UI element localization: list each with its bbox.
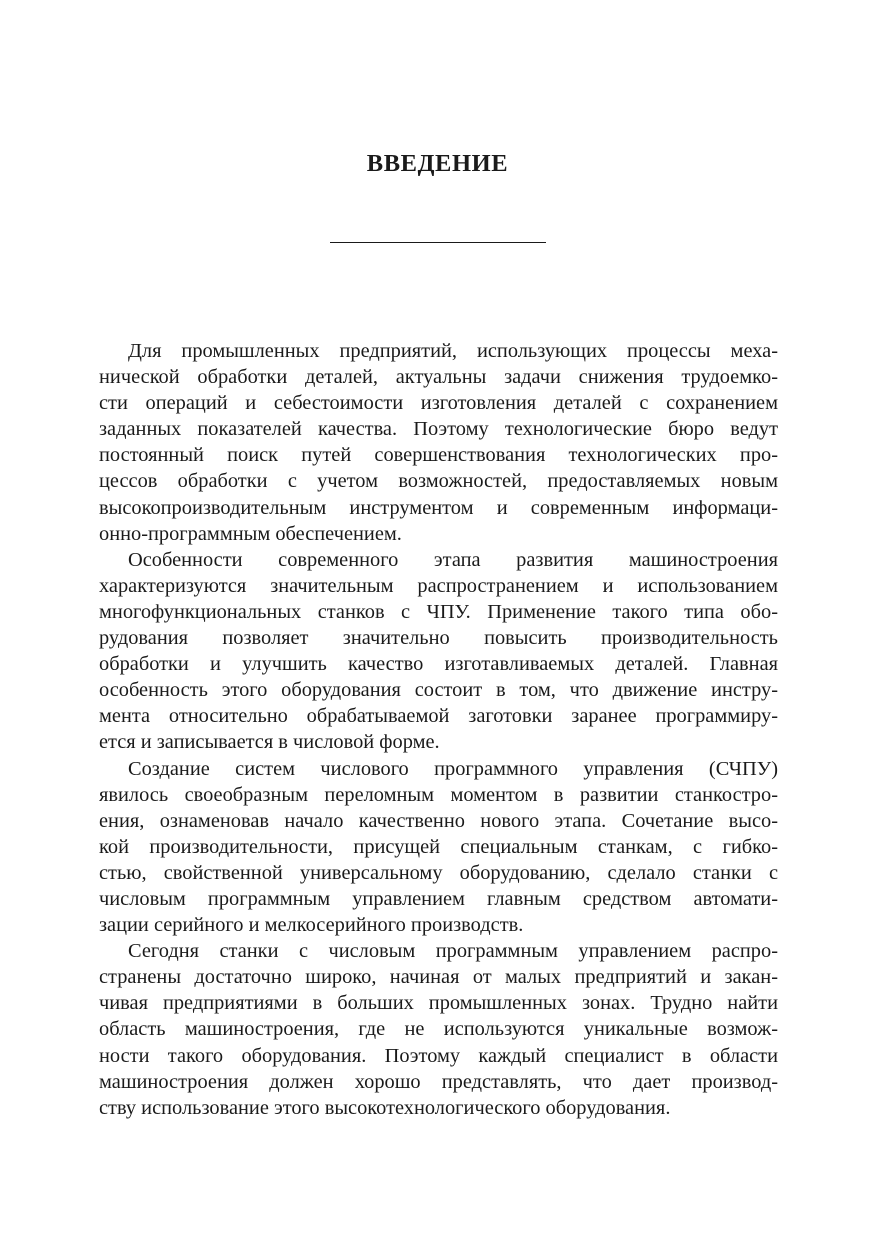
- chapter-title: ВВЕДЕНИЕ: [366, 150, 509, 177]
- paragraph-2-line: рудования позволяет значительно повысить производительность: [99, 627, 778, 650]
- paragraph-3-line: зации серийного и мелкосерийного производств.: [99, 914, 524, 937]
- paragraph-2-line: многофункциональных станков с ЧПУ. Применение такого типа обо-: [99, 600, 778, 623]
- paragraph-3-line: числовым программным управлением главным средством автомати-: [99, 887, 778, 910]
- paragraph-4-line: область машиностроения, где не используются уникальные возмож-: [99, 1018, 778, 1041]
- paragraph-2-line: обработки и улучшить качество изготавливаемых деталей. Главная: [99, 653, 778, 676]
- paragraph-1-line: цессов обработки с учетом возможностей, предоставляемых новым: [99, 470, 778, 493]
- paragraph-4-line: ности такого оборудования. Поэтому каждый специалист в области: [99, 1044, 778, 1067]
- paragraph-1-line: онно-программным обеспечением.: [99, 522, 402, 545]
- paragraph-3-line: ения, ознаменовав начало качественно нового этапа. Сочетание высо-: [99, 809, 778, 832]
- title-divider: [330, 242, 546, 243]
- paragraph-3-line: стью, свойственной универсальному оборудованию, сделало станки с: [99, 861, 778, 884]
- paragraph-2-line: ется и записывается в числовой форме.: [99, 731, 440, 754]
- paragraph-3-line: Создание систем числового программного управления (СЧПУ): [128, 757, 778, 780]
- body-text: [99, 338, 778, 1121]
- paragraph-1-line: нической обработки деталей, актуальны задачи снижения трудоемко-: [99, 366, 778, 389]
- paragraph-1-line: постоянный поиск путей совершенствования технологических про-: [99, 444, 778, 467]
- paragraph-4-line: странены достаточно широко, начиная от малых предприятий и закан-: [99, 966, 778, 989]
- paragraph-3-line: явилось своеобразным переломным моментом в развитии станкостро-: [99, 783, 778, 806]
- paragraph-2-line: особенность этого оборудования состоит в том, что движение инстру-: [99, 679, 778, 702]
- paragraph-2-line: мента относительно обрабатываемой заготовки заранее программиру-: [99, 705, 778, 728]
- paragraph-4-line: Сегодня станки с числовым программным управлением распро-: [128, 940, 778, 963]
- paragraph-3-line: кой производительности, присущей специальным станкам, с гибко-: [99, 835, 778, 858]
- paragraph-4-line: чивая предприятиями в больших промышленных зонах. Трудно найти: [99, 992, 778, 1015]
- paragraph-2-line: Особенности современного этапа развития машиностроения: [128, 548, 778, 571]
- paragraph-1-line: Для промышленных предприятий, использующих процессы меха-: [128, 340, 778, 362]
- paragraph-1-line: сти операций и себестоимости изготовления деталей с сохранением: [99, 392, 778, 415]
- paragraph-4-line: ству использование этого высокотехнологического оборудования.: [99, 1096, 671, 1119]
- paragraph-4-line: машиностроения должен хорошо представлять, что дает производ-: [99, 1070, 778, 1093]
- paragraph-1-line: заданных показателей качества. Поэтому технологические бюро ведут: [99, 418, 778, 441]
- paragraph-1-line: высокопроизводительным инструментом и современным информаци-: [99, 496, 778, 519]
- paragraph-2-line: характеризуются значительным распространением и использованием: [99, 574, 778, 597]
